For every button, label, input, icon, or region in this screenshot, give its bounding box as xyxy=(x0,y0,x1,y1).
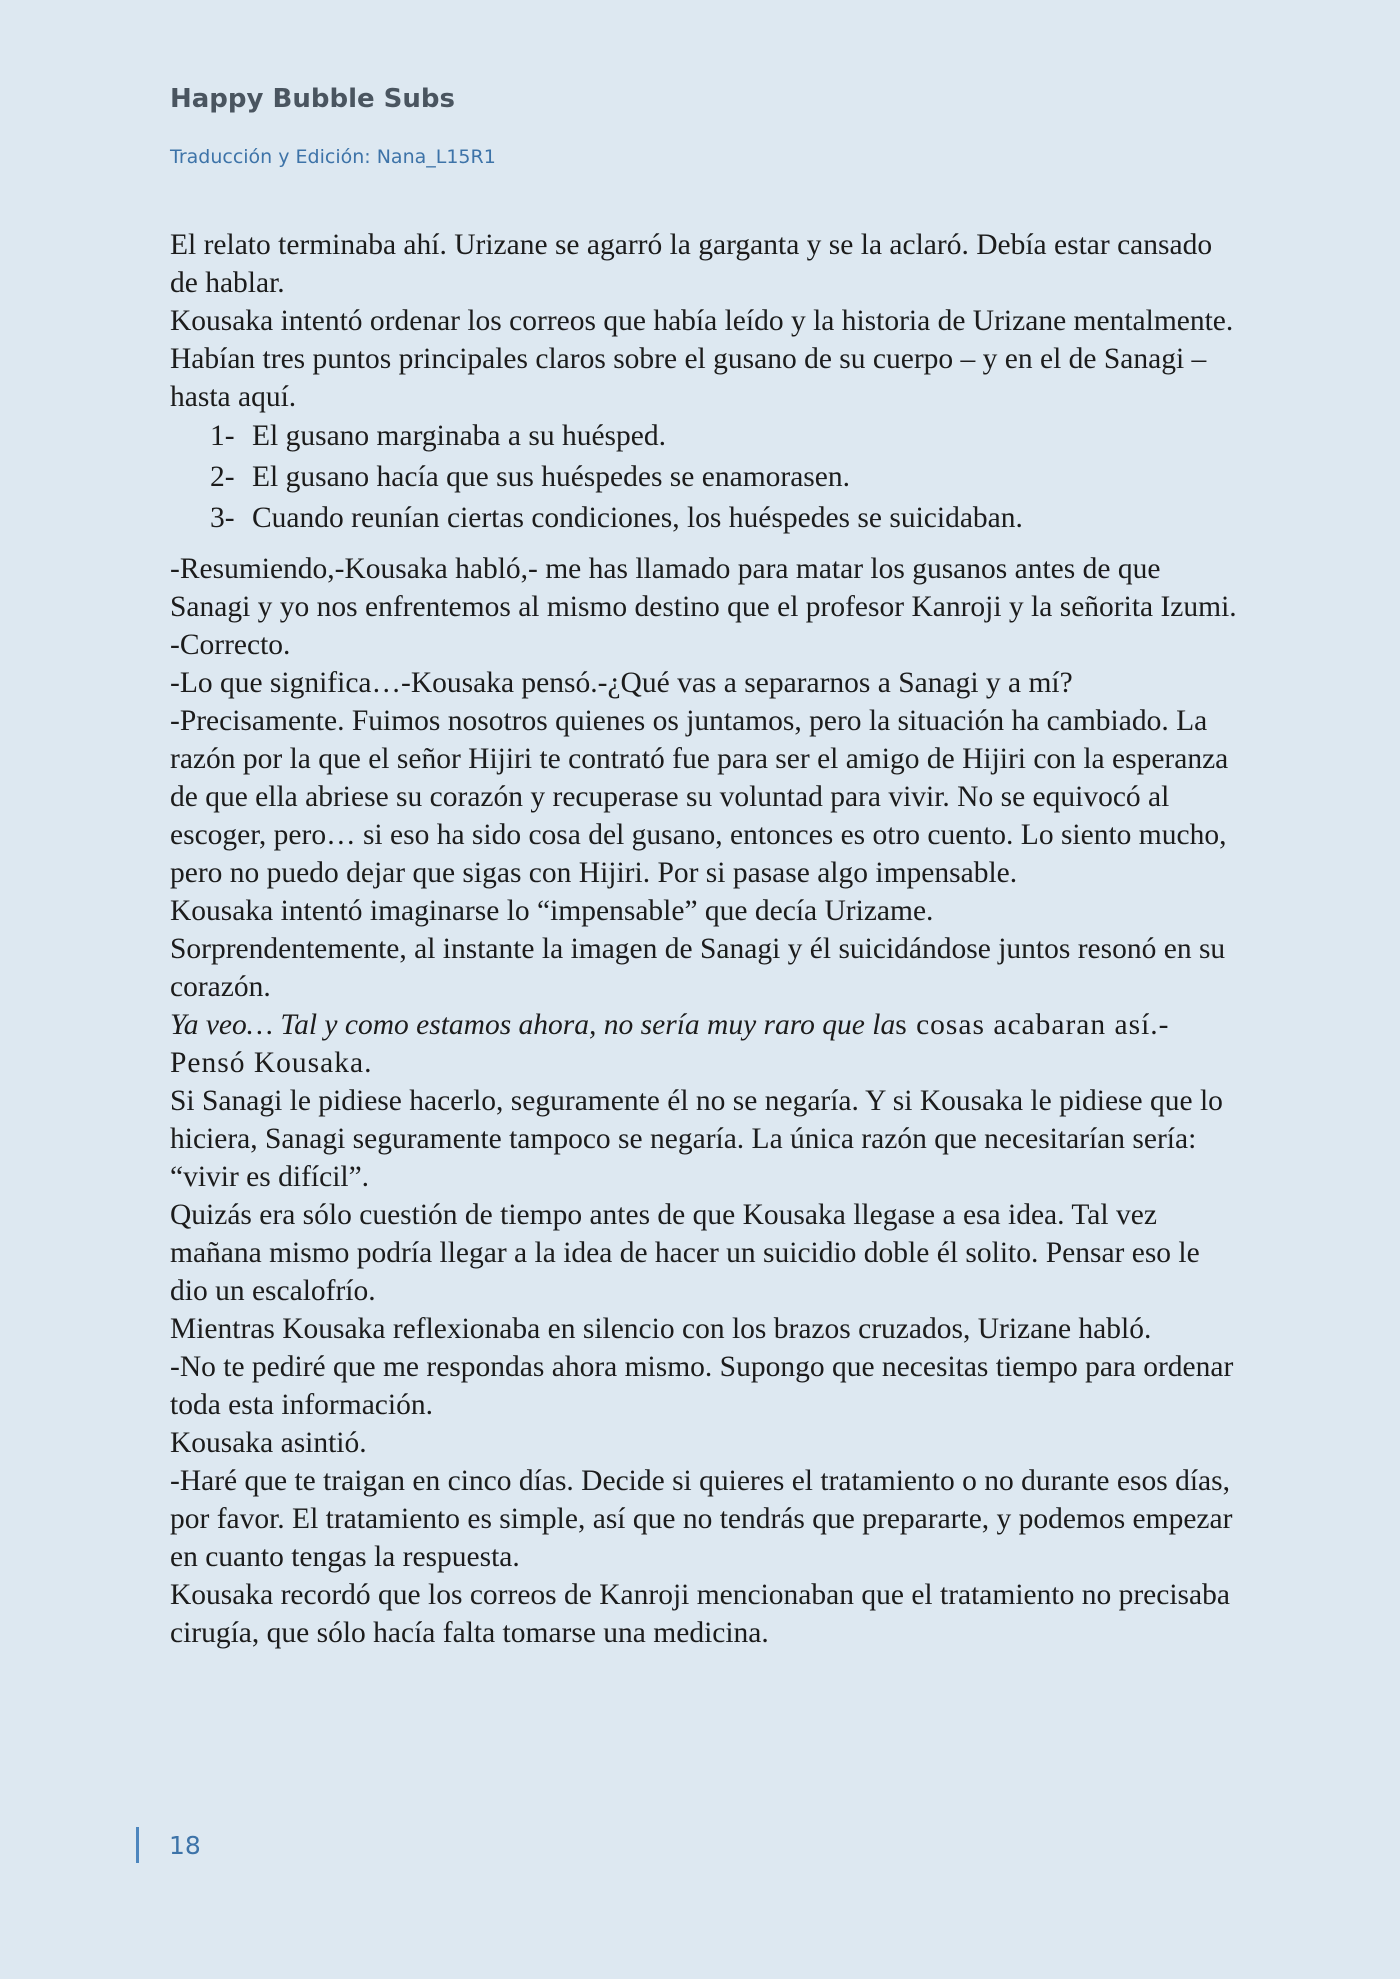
paragraph: Kousaka intentó imaginarse lo “impensable” que decía Urizame. xyxy=(170,895,934,927)
header-credit: Traducción y Edición: Nana_L15R1 xyxy=(170,146,496,168)
list-item xyxy=(170,416,1240,457)
page-number: 18 xyxy=(169,1830,201,1860)
paragraph: Kousaka asintió. xyxy=(170,1427,367,1459)
paragraph: Kousaka recordó que los correos de Kanroji mencionaban que el tratamiento no precisaba cirugía, que sólo hacía falta tomarse una medicina. xyxy=(170,1579,1230,1649)
paragraph: -Resumiendo,-Kousaka habló,- me has llamado para matar los gusanos antes de que Sanagi y yo nos enfrentemos al mismo destino que el profesor Kanroji y la señorita Izumi. xyxy=(170,553,1237,623)
italic-paragraph xyxy=(170,1006,1240,1082)
paragraph: -Correcto. xyxy=(170,629,291,661)
footer-divider xyxy=(136,1827,139,1863)
italic-text: Ya veo… Tal y como estamos ahora, no sería muy raro que la xyxy=(170,1009,896,1041)
list-number: 2- xyxy=(210,461,235,493)
paragraph: Mientras Kousaka reflexionaba en silencio con los brazos cruzados, Urizane habló. xyxy=(170,1313,1152,1345)
list-text: El gusano hacía que sus huéspedes se enamorasen. xyxy=(252,461,851,493)
paragraph: -Precisamente. Fuimos nosotros quienes os juntamos, pero la situación ha cambiado. La razón por la que el señor Hijiri te contrató fue para ser el amigo de Hijiri con la esperanza de que ella abriese su corazón y recuperase su voluntad para vivir. No se equivocó al escoger, pero… si eso ha sido cosa del gusano, entonces es otro cuento. Lo siento mucho, pero no puedo dejar que sigas con Hijiri. Por si pasase algo impensable. xyxy=(170,705,1229,889)
paragraph: El relato terminaba ahí. Urizane se agarró la garganta y se la aclaró. Debía estar cansado de hablar. xyxy=(170,229,1213,299)
page-footer xyxy=(136,1826,201,1864)
header-title: Happy Bubble Subs xyxy=(170,84,455,114)
list-number: 1- xyxy=(210,420,235,452)
paragraph: Quizás era sólo cuestión de tiempo antes de que Kousaka llegase a esa idea. Tal vez mañana mismo podría llegar a la idea de hacer un suicidio doble él solito. Pensar eso le dio un escalofrío. xyxy=(170,1199,1200,1307)
paragraph: Kousaka intentó ordenar los correos que había leído y la historia de Urizane mentalmente. Habían tres puntos principales claros sobre el gusano de su cuerpo – y en el de Sanagi – hasta aquí. xyxy=(170,305,1234,413)
document-body xyxy=(170,226,1240,1652)
list-number: 3- xyxy=(210,502,235,534)
paragraph: -Haré que te traigan en cinco días. Decide si quieres el tratamiento o no durante esos días, por favor. El tratamiento es simple, así que no tendrás que prepararte, y podemos empezar en cuanto tengas la respuesta. xyxy=(170,1465,1233,1573)
paragraph: Sorprendentemente, al instante la imagen de Sanagi y él suicidándose juntos resonó en su corazón. xyxy=(170,933,1226,1003)
list-item xyxy=(170,498,1240,539)
paragraph: -Lo que significa…-Kousaka pensó.-¿Qué vas a separarnos a Sanagi y a mí? xyxy=(170,667,1073,699)
list-item xyxy=(170,457,1240,498)
list-text: El gusano marginaba a su huésped. xyxy=(252,420,666,452)
list-text: Cuando reunían ciertas condiciones, los huéspedes se suicidaban. xyxy=(252,502,1023,534)
normal-text: s cosas acabaran así.-Pensó Kousaka. xyxy=(170,1009,1170,1079)
paragraph: -No te pediré que me respondas ahora mismo. Supongo que necesitas tiempo para ordenar toda esta información. xyxy=(170,1351,1234,1421)
paragraph: Si Sanagi le pidiese hacerlo, seguramente él no se negaría. Y si Kousaka le pidiese que lo hiciera, Sanagi seguramente tampoco se negaría. La única razón que necesitarían sería: “vivir es difícil”. xyxy=(170,1085,1223,1193)
numbered-list xyxy=(170,416,1240,539)
